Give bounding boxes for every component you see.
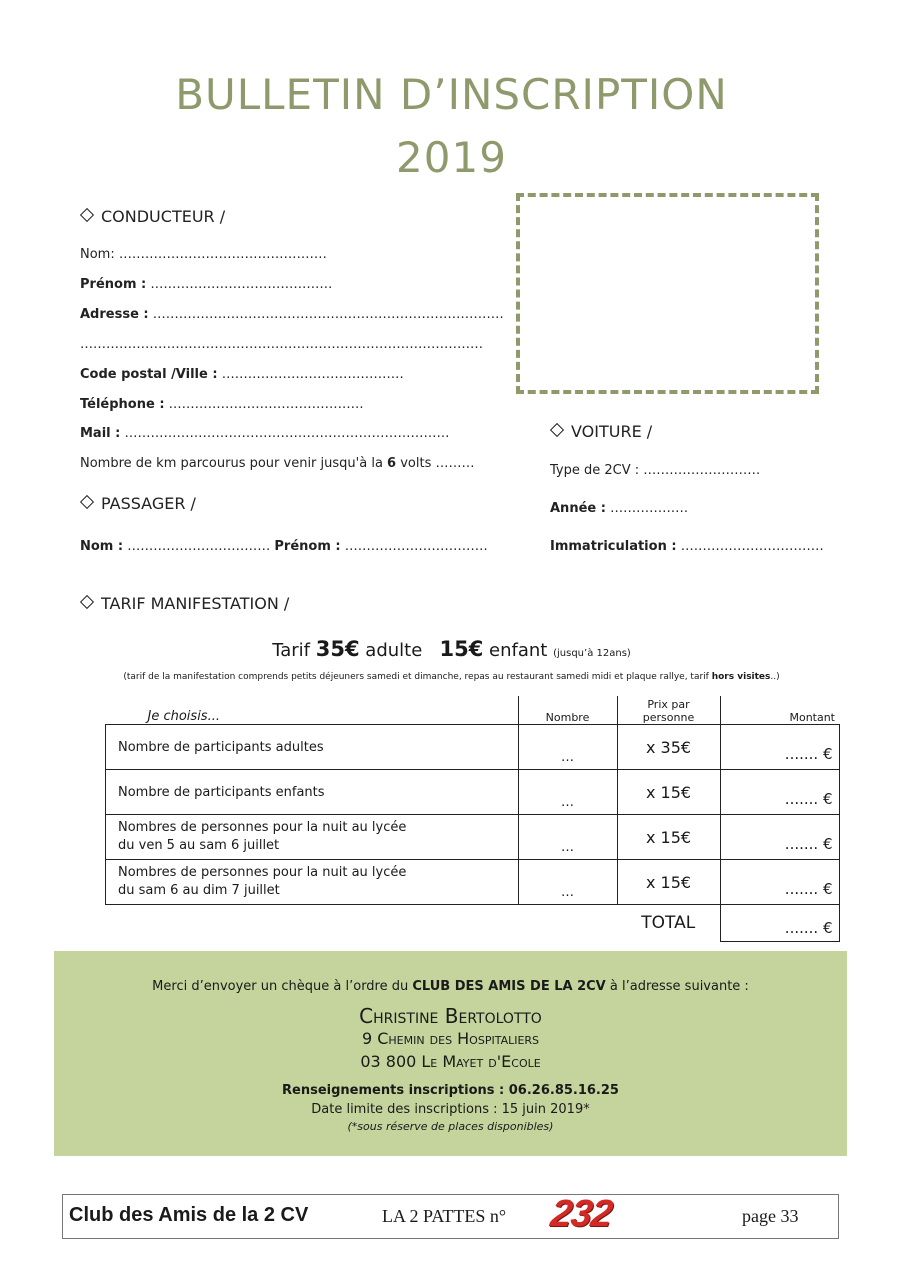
- row-label: Nombres de personnes pour la nuit au lycée du ven 5 au sam 6 juillet: [106, 815, 519, 860]
- info-phone: Renseignements inscriptions : 06.26.85.16.25: [282, 1083, 619, 1098]
- tarif-line: Tarif 35€ adulte 15€ enfant (jusqu’à 12ans): [272, 637, 631, 661]
- cp-field[interactable]: Code postal /Ville : ……………………………………: [80, 367, 404, 382]
- adresse-field[interactable]: Adresse : ………………………………………………………………………: [80, 307, 504, 322]
- page-year: 2019: [396, 133, 507, 182]
- table-header: [106, 696, 840, 725]
- issue-number: 232: [548, 1193, 615, 1235]
- contact-name: Christine Bertolotto: [359, 1004, 542, 1028]
- deadline: Date limite des inscriptions : 15 juin 2019*: [311, 1102, 590, 1117]
- contact-city: 03 800 Le Mayet d'Ecole: [360, 1052, 541, 1071]
- page-title: BULLETIN D’INSCRIPTION: [175, 70, 728, 119]
- col-choose: Je choisis...: [147, 709, 220, 724]
- diamond-icon: [80, 495, 94, 509]
- row-montant[interactable]: ....... €: [720, 770, 839, 815]
- contact-street: 9 Chemin des Hospitaliers: [361, 1029, 540, 1048]
- passager-nom-field[interactable]: Nom : …………………………… Prénom : ……………………………: [80, 539, 488, 554]
- row-nombre[interactable]: …: [518, 860, 617, 905]
- row-montant[interactable]: ....... €: [720, 815, 839, 860]
- total-row: [106, 905, 840, 942]
- row-label: Nombres de personnes pour la nuit au lycée du sam 6 au dim 7 juillet: [106, 860, 519, 905]
- diamond-icon: [80, 208, 94, 222]
- table-row: [106, 725, 840, 770]
- col-prix: Prix par personne: [617, 696, 720, 725]
- diamond-icon: [80, 595, 94, 609]
- row-nombre[interactable]: …: [518, 725, 617, 770]
- row-nombre[interactable]: …: [518, 815, 617, 860]
- voiture-heading: VOITURE /: [550, 422, 652, 441]
- tel-field[interactable]: Téléphone : ………………………………………: [80, 397, 364, 412]
- total-value[interactable]: ....... €: [720, 905, 839, 942]
- footer-page: page 33: [742, 1206, 799, 1226]
- footer-box: [62, 1194, 839, 1239]
- row-label: Nombre de participants adultes: [106, 725, 519, 770]
- row-prix: x 15€: [617, 770, 720, 815]
- photo-frame: [516, 193, 819, 394]
- row-montant[interactable]: ....... €: [720, 725, 839, 770]
- col-montant: Montant: [720, 696, 839, 725]
- tarif-heading: TARIF MANIFESTATION /: [80, 594, 289, 613]
- diamond-icon: [550, 423, 564, 437]
- payment-instructions: Merci d’envoyer un chèque à l’ordre du CLUB DES AMIS DE LA 2CV à l’adresse suivante :: [152, 979, 749, 994]
- passager-heading: PASSAGER /: [80, 494, 196, 513]
- annee-field[interactable]: Année : ………………: [550, 501, 689, 516]
- row-label: Nombre de participants enfants: [106, 770, 519, 815]
- row-prix: x 15€: [617, 860, 720, 905]
- type-2cv-field[interactable]: Type de 2CV : ………………………: [550, 463, 761, 478]
- immat-field[interactable]: Immatriculation : ……………………………: [550, 539, 824, 554]
- conducteur-heading: CONDUCTEUR /: [80, 207, 225, 226]
- km-field[interactable]: Nombre de km parcourus pour venir jusqu'à la 6 volts ………: [80, 456, 475, 471]
- table-row: [106, 860, 840, 905]
- registration-table: [105, 696, 840, 942]
- adresse-line2[interactable]: …………………………………………………………………………………: [80, 337, 483, 352]
- row-montant[interactable]: ....... €: [720, 860, 839, 905]
- col-nombre: Nombre: [518, 696, 617, 725]
- reserve-note: (*sous réserve de places disponibles): [347, 1120, 554, 1133]
- row-prix: x 15€: [617, 815, 720, 860]
- table-row: [106, 770, 840, 815]
- footer-club: Club des Amis de la 2 CV: [69, 1204, 309, 1226]
- row-prix: x 35€: [617, 725, 720, 770]
- row-nombre[interactable]: …: [518, 770, 617, 815]
- nom-field[interactable]: Nom: …………………………………………: [80, 247, 327, 262]
- prenom-field[interactable]: Prénom : ……………………………………: [80, 277, 333, 292]
- footer-mag: LA 2 PATTES n°: [382, 1206, 507, 1226]
- tarif-note: (tarif de la manifestation comprends petits déjeuners samedi et dimanche, repas au restaurant samedi midi et plaque rallye, tarif hors visites..): [123, 672, 780, 682]
- mail-field[interactable]: Mail : …………………………………………………………………: [80, 426, 450, 441]
- table-row: [106, 815, 840, 860]
- total-label: TOTAL: [641, 913, 696, 933]
